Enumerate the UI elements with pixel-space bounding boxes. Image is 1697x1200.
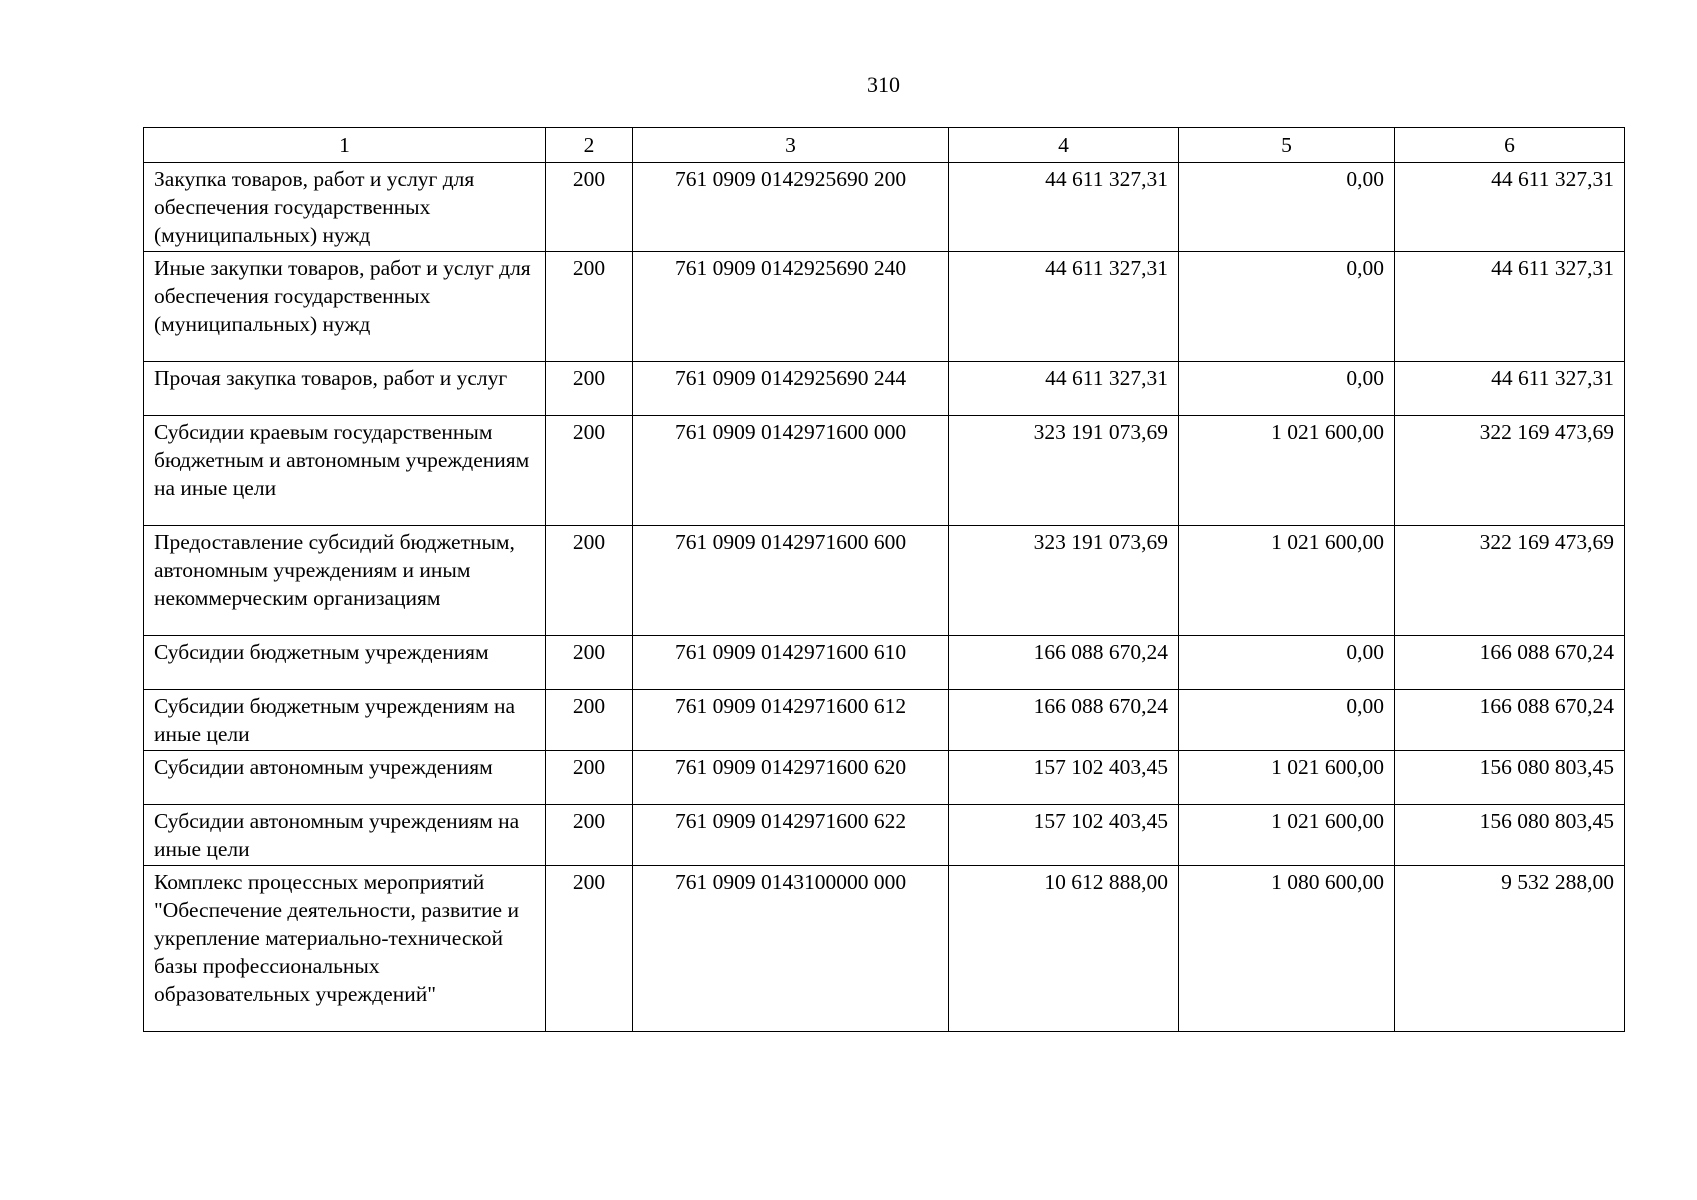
table-row — [144, 416, 1625, 526]
cell-name: Субсидии бюджетным учреждениям — [144, 636, 546, 690]
cell-name: Субсидии автономным учреждениям — [144, 751, 546, 805]
cell-name: Комплекс процессных мероприятий "Обеспечение деятельности, развитие и укрепление материально-технической базы профессиональных образовательных учреждений" — [144, 866, 546, 1032]
cell-amount-6: 166 088 670,24 — [1395, 690, 1625, 751]
table-row — [144, 252, 1625, 362]
cell-amount-4: 157 102 403,45 — [949, 751, 1179, 805]
cell-amount-5: 1 021 600,00 — [1179, 751, 1395, 805]
cell-classification: 761 0909 0142971600 620 — [633, 751, 949, 805]
cell-amount-6: 44 611 327,31 — [1395, 362, 1625, 416]
cell-amount-4: 166 088 670,24 — [949, 690, 1179, 751]
cell-classification: 761 0909 0142971600 622 — [633, 805, 949, 866]
cell-classification: 761 0909 0142925690 240 — [633, 252, 949, 362]
cell-amount-6: 9 532 288,00 — [1395, 866, 1625, 1032]
cell-name: Иные закупки товаров, работ и услуг для обеспечения государственных (муниципальных) нужд — [144, 252, 546, 362]
cell-name: Предоставление субсидий бюджетным, автономным учреждениям и иным некоммерческим организациям — [144, 526, 546, 636]
cell-amount-4: 10 612 888,00 — [949, 866, 1179, 1032]
table-row — [144, 362, 1625, 416]
column-header: 6 — [1395, 128, 1625, 163]
table-body — [144, 163, 1625, 1032]
header-row — [144, 128, 1625, 163]
cell-classification: 761 0909 0142971600 000 — [633, 416, 949, 526]
cell-amount-6: 44 611 327,31 — [1395, 252, 1625, 362]
cell-amount-5: 1 080 600,00 — [1179, 866, 1395, 1032]
cell-amount-6: 44 611 327,31 — [1395, 163, 1625, 252]
column-header: 1 — [144, 128, 546, 163]
cell-code: 200 — [546, 526, 633, 636]
cell-name: Субсидии краевым государственным бюджетным и автономным учреждениям на иные цели — [144, 416, 546, 526]
table-row — [144, 690, 1625, 751]
column-header: 3 — [633, 128, 949, 163]
table-row — [144, 805, 1625, 866]
cell-amount-5: 1 021 600,00 — [1179, 526, 1395, 636]
cell-code: 200 — [546, 163, 633, 252]
cell-code: 200 — [546, 362, 633, 416]
cell-amount-5: 0,00 — [1179, 636, 1395, 690]
cell-amount-5: 0,00 — [1179, 163, 1395, 252]
budget-table — [143, 127, 1625, 1032]
cell-amount-5: 1 021 600,00 — [1179, 416, 1395, 526]
cell-classification: 761 0909 0142925690 244 — [633, 362, 949, 416]
column-header: 5 — [1179, 128, 1395, 163]
cell-amount-5: 1 021 600,00 — [1179, 805, 1395, 866]
cell-name: Субсидии бюджетным учреждениям на иные цели — [144, 690, 546, 751]
cell-code: 200 — [546, 690, 633, 751]
table-row — [144, 636, 1625, 690]
table-row — [144, 526, 1625, 636]
cell-amount-4: 44 611 327,31 — [949, 163, 1179, 252]
cell-classification: 761 0909 0142925690 200 — [633, 163, 949, 252]
cell-classification: 761 0909 0142971600 610 — [633, 636, 949, 690]
cell-classification: 761 0909 0142971600 600 — [633, 526, 949, 636]
table-header — [144, 128, 1625, 163]
cell-name: Закупка товаров, работ и услуг для обеспечения государственных (муниципальных) нужд — [144, 163, 546, 252]
cell-amount-6: 166 088 670,24 — [1395, 636, 1625, 690]
cell-classification: 761 0909 0143100000 000 — [633, 866, 949, 1032]
cell-code: 200 — [546, 866, 633, 1032]
cell-code: 200 — [546, 751, 633, 805]
cell-amount-5: 0,00 — [1179, 252, 1395, 362]
column-header: 4 — [949, 128, 1179, 163]
cell-code: 200 — [546, 252, 633, 362]
cell-name: Прочая закупка товаров, работ и услуг — [144, 362, 546, 416]
cell-amount-6: 322 169 473,69 — [1395, 526, 1625, 636]
cell-amount-4: 44 611 327,31 — [949, 362, 1179, 416]
cell-amount-6: 156 080 803,45 — [1395, 805, 1625, 866]
cell-amount-4: 323 191 073,69 — [949, 526, 1179, 636]
page-number: 310 — [867, 72, 900, 97]
cell-classification: 761 0909 0142971600 612 — [633, 690, 949, 751]
cell-code: 200 — [546, 416, 633, 526]
cell-amount-5: 0,00 — [1179, 690, 1395, 751]
cell-amount-4: 166 088 670,24 — [949, 636, 1179, 690]
table-row — [144, 751, 1625, 805]
cell-name: Субсидии автономным учреждениям на иные цели — [144, 805, 546, 866]
column-header: 2 — [546, 128, 633, 163]
cell-amount-5: 0,00 — [1179, 362, 1395, 416]
cell-amount-4: 44 611 327,31 — [949, 252, 1179, 362]
cell-amount-4: 323 191 073,69 — [949, 416, 1179, 526]
cell-amount-6: 156 080 803,45 — [1395, 751, 1625, 805]
table-row — [144, 866, 1625, 1032]
cell-amount-6: 322 169 473,69 — [1395, 416, 1625, 526]
cell-code: 200 — [546, 805, 633, 866]
cell-amount-4: 157 102 403,45 — [949, 805, 1179, 866]
cell-code: 200 — [546, 636, 633, 690]
table-row — [144, 163, 1625, 252]
